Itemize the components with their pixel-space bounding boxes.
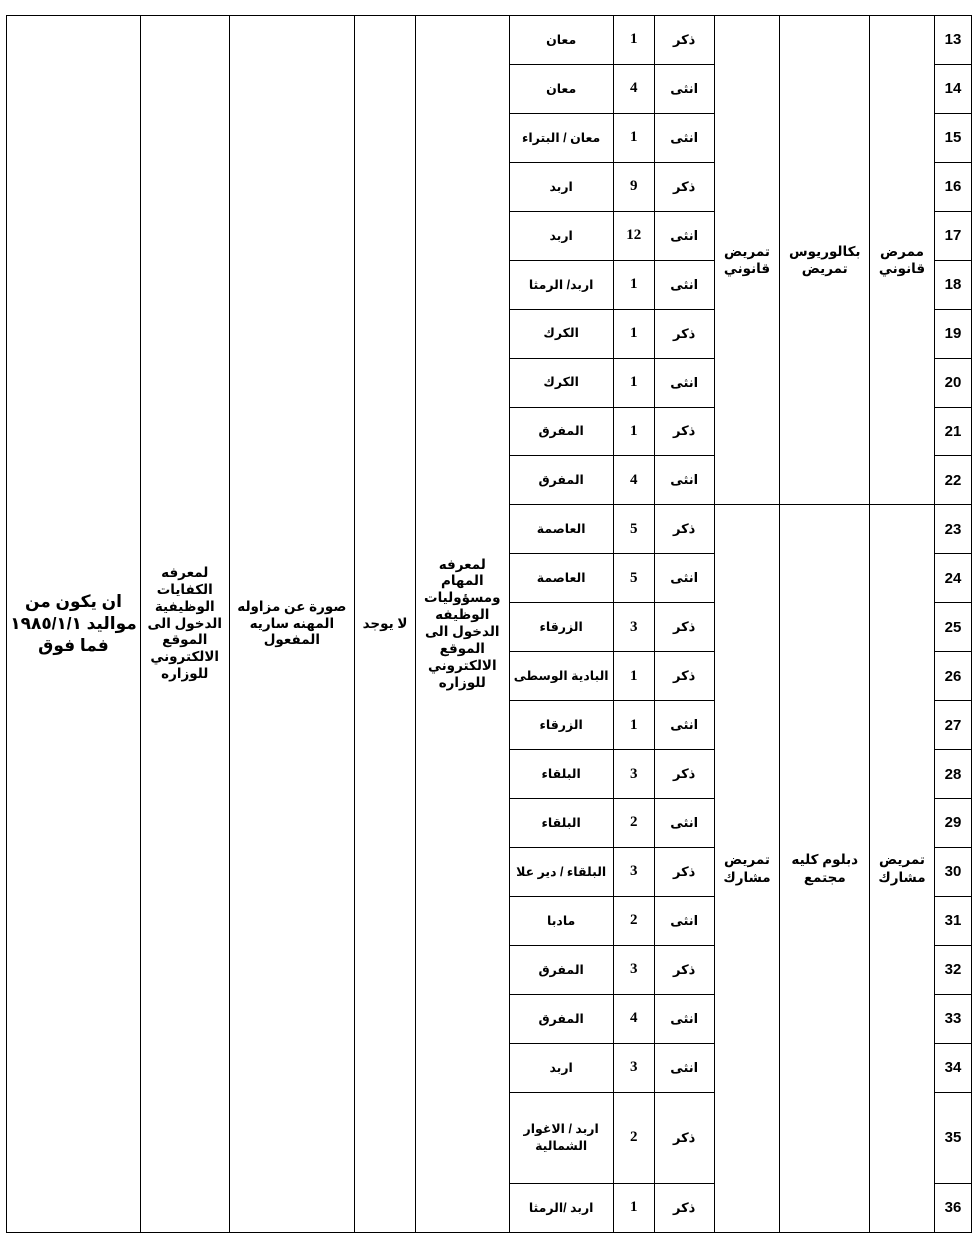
- gender-cell: انثى: [654, 456, 714, 505]
- count-cell: 1: [613, 113, 654, 162]
- count-cell: 3: [613, 750, 654, 799]
- gender-cell: انثى: [654, 701, 714, 750]
- location-cell: اربد / الاغوار الشمالية: [509, 1092, 613, 1183]
- vacancies-table: [6, 15, 972, 1233]
- location-cell: معان: [509, 64, 613, 113]
- row-number-cell: 18: [934, 260, 971, 309]
- location-cell: الكرك: [509, 358, 613, 407]
- qualification-cell: بكالوريوس تمريض: [780, 16, 870, 505]
- row-number-cell: 34: [934, 1043, 971, 1092]
- age-condition-cell: ان يكون من مواليد ١٩٨٥/١/١ فما فوق: [7, 16, 141, 1233]
- row-number-cell: 32: [934, 945, 971, 994]
- count-cell: 1: [613, 1183, 654, 1232]
- location-cell: المفرق: [509, 407, 613, 456]
- table-body: [7, 16, 972, 1233]
- count-cell: 4: [613, 64, 654, 113]
- gender-cell: ذكر: [654, 945, 714, 994]
- location-cell: اربد: [509, 1043, 613, 1092]
- row-number-cell: 29: [934, 799, 971, 848]
- location-cell: اربد /الرمثا: [509, 1183, 613, 1232]
- gender-cell: انثى: [654, 896, 714, 945]
- location-cell: اربد: [509, 162, 613, 211]
- gender-cell: ذكر: [654, 847, 714, 896]
- count-cell: 9: [613, 162, 654, 211]
- row-number-cell: 33: [934, 994, 971, 1043]
- count-cell: 5: [613, 554, 654, 603]
- count-cell: 3: [613, 847, 654, 896]
- count-cell: 12: [613, 211, 654, 260]
- row-number-cell: 21: [934, 407, 971, 456]
- count-cell: 3: [613, 945, 654, 994]
- row-number-cell: 28: [934, 750, 971, 799]
- location-cell: المفرق: [509, 456, 613, 505]
- count-cell: 2: [613, 1092, 654, 1183]
- count-cell: 3: [613, 1043, 654, 1092]
- count-cell: 1: [613, 652, 654, 701]
- location-cell: البادية الوسطى: [509, 652, 613, 701]
- location-cell: العاصمة: [509, 505, 613, 554]
- location-cell: الزرقاء: [509, 603, 613, 652]
- gender-cell: ذكر: [654, 1092, 714, 1183]
- row-number-cell: 27: [934, 701, 971, 750]
- experience-cell: لا يوجد: [355, 16, 416, 1233]
- gender-cell: انثى: [654, 799, 714, 848]
- gender-cell: ذكر: [654, 1183, 714, 1232]
- count-cell: 4: [613, 456, 654, 505]
- competencies-cell: لمعرفه الكفايات الوظيفية الدخول الى الموقع الالكتروني للوزاره: [140, 16, 229, 1233]
- location-cell: العاصمة: [509, 554, 613, 603]
- row-number-cell: 19: [934, 309, 971, 358]
- location-cell: معان / البتراء: [509, 113, 613, 162]
- row-number-cell: 24: [934, 554, 971, 603]
- job-title-cell: تمريض مشارك: [870, 505, 935, 1233]
- row-number-cell: 25: [934, 603, 971, 652]
- location-cell: البلقاء / دير علا: [509, 847, 613, 896]
- location-cell: البلقاء: [509, 799, 613, 848]
- gender-cell: ذكر: [654, 162, 714, 211]
- count-cell: 4: [613, 994, 654, 1043]
- location-cell: الكرك: [509, 309, 613, 358]
- gender-cell: انثى: [654, 1043, 714, 1092]
- gender-cell: انثى: [654, 994, 714, 1043]
- count-cell: 1: [613, 358, 654, 407]
- row-number-cell: 26: [934, 652, 971, 701]
- row-number-cell: 17: [934, 211, 971, 260]
- gender-cell: ذكر: [654, 505, 714, 554]
- qualification-cell: دبلوم كليه مجتمع: [780, 505, 870, 1233]
- specialization-cell: تمريض قانوني: [714, 16, 780, 505]
- license-cell: صورة عن مزاوله المهنه ساريه المفعول: [229, 16, 355, 1233]
- row-number-cell: 35: [934, 1092, 971, 1183]
- row-number-cell: 23: [934, 505, 971, 554]
- gender-cell: انثى: [654, 358, 714, 407]
- row-number-cell: 15: [934, 113, 971, 162]
- count-cell: 5: [613, 505, 654, 554]
- gender-cell: ذكر: [654, 16, 714, 65]
- row-number-cell: 22: [934, 456, 971, 505]
- gender-cell: ذكر: [654, 407, 714, 456]
- count-cell: 1: [613, 701, 654, 750]
- count-cell: 2: [613, 896, 654, 945]
- location-cell: اربد/ الرمثا: [509, 260, 613, 309]
- location-cell: المفرق: [509, 994, 613, 1043]
- gender-cell: انثى: [654, 211, 714, 260]
- count-cell: 3: [613, 603, 654, 652]
- location-cell: البلقاء: [509, 750, 613, 799]
- row-number-cell: 16: [934, 162, 971, 211]
- gender-cell: انثى: [654, 113, 714, 162]
- vacancies-table-page: [6, 15, 972, 1233]
- gender-cell: ذكر: [654, 652, 714, 701]
- gender-cell: انثى: [654, 64, 714, 113]
- location-cell: الزرقاء: [509, 701, 613, 750]
- gender-cell: ذكر: [654, 309, 714, 358]
- location-cell: اربد: [509, 211, 613, 260]
- count-cell: 1: [613, 309, 654, 358]
- row-number-cell: 31: [934, 896, 971, 945]
- location-cell: المفرق: [509, 945, 613, 994]
- count-cell: 1: [613, 16, 654, 65]
- gender-cell: ذكر: [654, 603, 714, 652]
- location-cell: معان: [509, 16, 613, 65]
- row-number-cell: 20: [934, 358, 971, 407]
- gender-cell: ذكر: [654, 750, 714, 799]
- job-title-cell: ممرض قانوني: [870, 16, 935, 505]
- count-cell: 1: [613, 260, 654, 309]
- gender-cell: انثى: [654, 260, 714, 309]
- table-row: [7, 16, 972, 65]
- count-cell: 1: [613, 407, 654, 456]
- count-cell: 2: [613, 799, 654, 848]
- row-number-cell: 30: [934, 847, 971, 896]
- specialization-cell: تمريض مشارك: [714, 505, 780, 1233]
- row-number-cell: 13: [934, 16, 971, 65]
- row-number-cell: 36: [934, 1183, 971, 1232]
- tasks-info-cell: لمعرفه المهام ومسؤوليات الوظيفه الدخول الى الموقع الالكتروني للوزاره: [415, 16, 509, 1233]
- location-cell: مادبا: [509, 896, 613, 945]
- row-number-cell: 14: [934, 64, 971, 113]
- gender-cell: انثى: [654, 554, 714, 603]
